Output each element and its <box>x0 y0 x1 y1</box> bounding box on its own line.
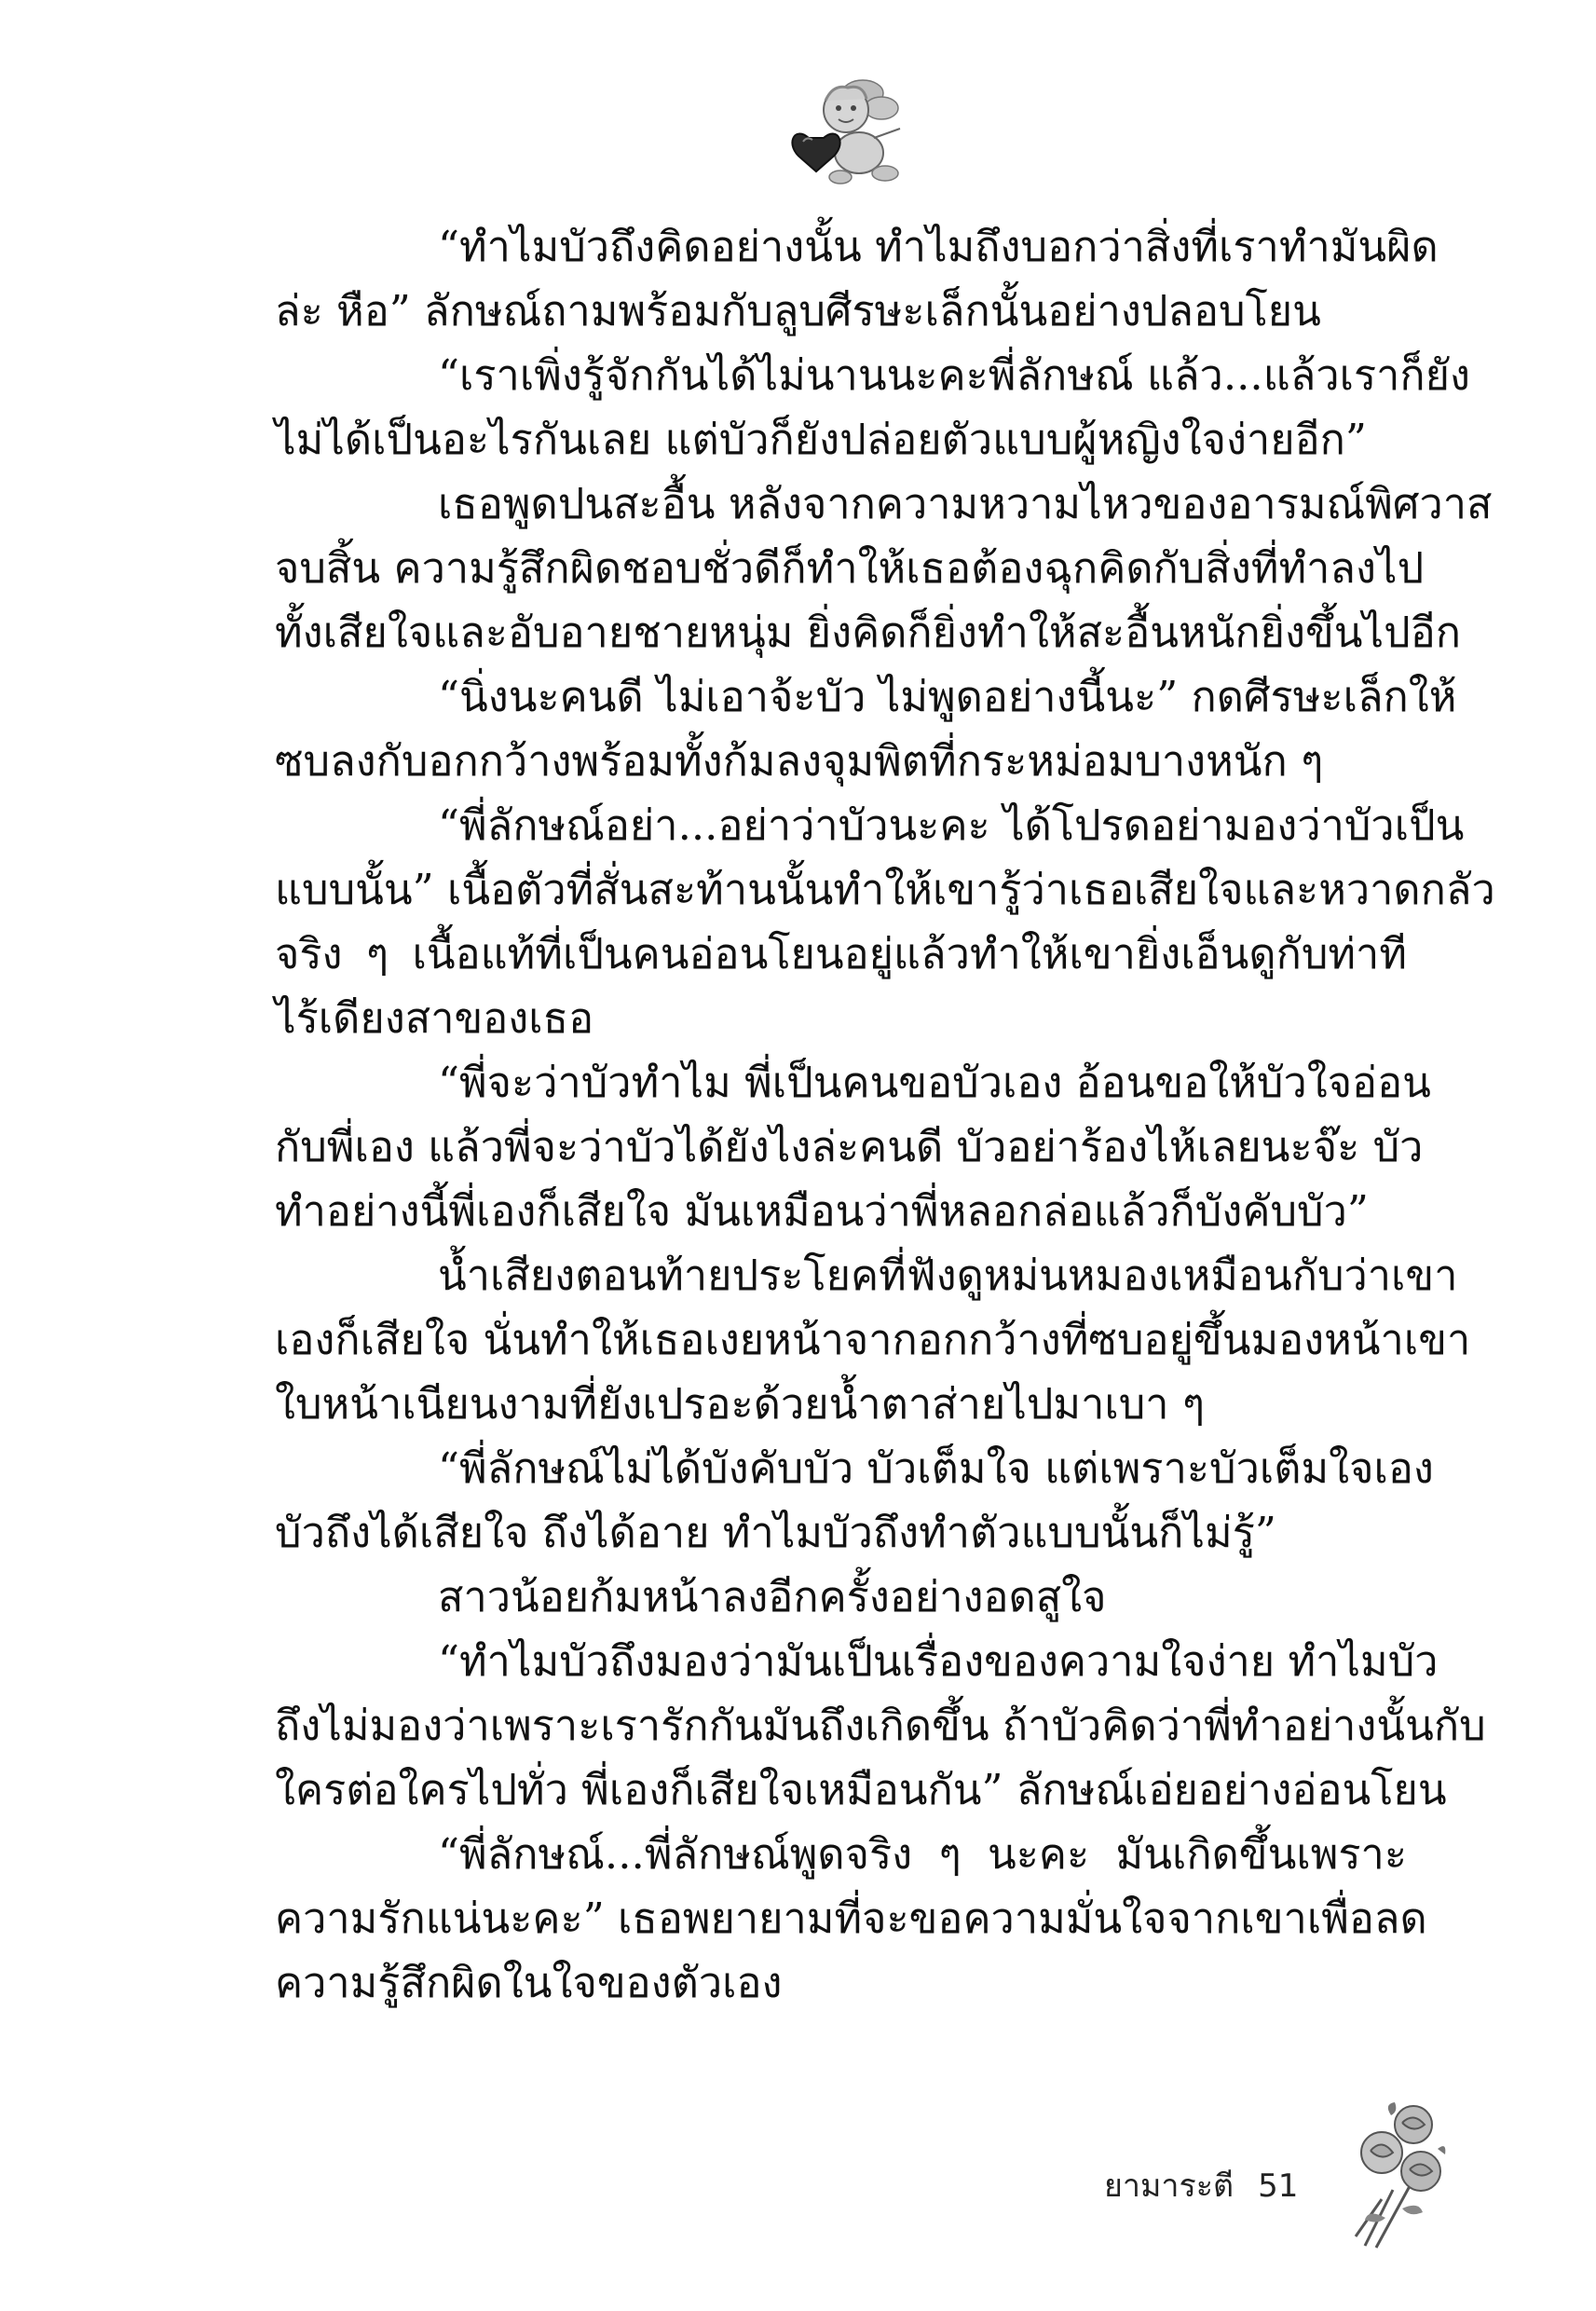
text-line: ไร้เดียงสาของเธอ <box>275 993 594 1043</box>
book-title: ยามาระตี <box>1104 2167 1235 2205</box>
text-line: “พี่ลักษณ์...พี่ลักษณ์พูดจริง ๆ นะคะ มันเกิดขึ้นเพราะ <box>438 1829 1407 1879</box>
text-line: ใครต่อใครไปทั่ว พี่เองก็เสียใจเหมือนกัน” ลักษณ์เอ่ยอย่างอ่อนโยน <box>275 1765 1447 1814</box>
text-line: “พี่ลักษณ์ไม่ได้บังคับบัว บัวเต็มใจ แต่เพราะบัวเต็มใจเอง <box>438 1443 1434 1493</box>
text-line: แบบนั้น” เนื้อตัวที่สั่นสะท้านนั้นทำให้เขารู้ว่าเธอเสียใจและหวาดกลัว <box>275 865 1495 914</box>
text-line: “พี่ลักษณ์อย่า...อย่าว่าบัวนะคะ ได้โปรดอย่ามองว่าบัวเป็น <box>438 800 1465 850</box>
body-text <box>275 214 1495 2015</box>
text-line: ล่ะ หือ” ลักษณ์ถามพร้อมกับลูบศีรษะเล็กนั้นอย่างปลอบโยน <box>275 286 1321 335</box>
text-line: “นิ่งนะคนดี ไม่เอาจ้ะบัว ไม่พูดอย่างนี้นะ” กดศีรษะเล็กให้ <box>438 672 1457 721</box>
page-footer <box>1104 2160 1298 2210</box>
text-line: “ทำไมบัวถึงคิดอย่างนั้น ทำไมถึงบอกว่าสิ่งที่เราทำมันผิด <box>438 222 1439 271</box>
page-number: 51 <box>1258 2167 1299 2205</box>
text-line: กับพี่เอง แล้วพี่จะว่าบัวได้ยังไงล่ะคนดี บัวอย่าร้องไห้เลยนะจ๊ะ บัว <box>275 1122 1424 1171</box>
cupid-heart-icon <box>781 73 911 188</box>
text-line: ทั้งเสียใจและอับอายชายหนุ่ม ยิ่งคิดก็ยิ่งทำให้สะอื้นหนักยิ่งขึ้นไปอีก <box>275 608 1462 657</box>
text-line: จบสิ้น ความรู้สึกผิดชอบชั่วดีก็ทำให้เธอต้องฉุกคิดกับสิ่งที่ทำลงไป <box>275 543 1425 593</box>
text-line: สาวน้อยก้มหน้าลงอีกครั้งอย่างอดสูใจ <box>438 1572 1107 1621</box>
text-line: จริง ๆ เนื้อแท้ที่เป็นคนอ่อนโยนอยู่แล้วทำให้เขายิ่งเอ็นดูกับท่าที <box>275 929 1407 978</box>
text-line: เธอพูดปนสะอื้น หลังจากความหวามไหวของอารมณ์พิศวาส <box>438 479 1493 528</box>
text-line: ความรู้สึกผิดในใจของตัวเอง <box>275 1958 783 2007</box>
text-line: ถึงไม่มองว่าเพราะเรารักกันมันถึงเกิดขึ้น ถ้าบัวคิดว่าพี่ทำอย่างนั้นกับ <box>275 1701 1486 1750</box>
text-line: น้ำเสียงตอนท้ายประโยคที่ฟังดูหม่นหมองเหมือนกับว่าเขา <box>438 1251 1458 1300</box>
text-line: ความรักแน่นะคะ” เธอพยายามที่จะขอความมั่นใจจากเขาเพื่อลด <box>275 1894 1427 1943</box>
text-line: บัวถึงได้เสียใจ ถึงได้อาย ทำไมบัวถึงทำตัวแบบนั้นก็ไม่รู้” <box>275 1508 1276 1557</box>
text-line: “เราเพิ่งรู้จักกันได้ไม่นานนะคะพี่ลักษณ์ แล้ว...แล้วเราก็ยัง <box>438 350 1470 400</box>
text-line: “ทำไมบัวถึงมองว่ามันเป็นเรื่องของความใจง่าย ทำไมบัว <box>438 1636 1439 1686</box>
text-line: ทำอย่างนี้พี่เองก็เสียใจ มันเหมือนว่าพี่หลอกล่อแล้วก็บังคับบัว” <box>275 1186 1369 1236</box>
text-line: “พี่จะว่าบัวทำไม พี่เป็นคนขอบัวเอง อ้อนขอให้บัวใจอ่อน <box>438 1058 1431 1107</box>
roses-bouquet-icon <box>1328 2097 1449 2255</box>
text-line: ไม่ได้เป็นอะไรกันเลย แต่บัวก็ยังปล่อยตัวแบบผู้หญิงใจง่ายอีก” <box>275 415 1367 464</box>
text-line: ซบลงกับอกกว้างพร้อมทั้งก้มลงจุมพิตที่กระหม่อมบางหนัก ๆ <box>275 736 1324 786</box>
text-line: เองก็เสียใจ นั่นทำให้เธอเงยหน้าจากอกกว้างที่ซบอยู่ขึ้นมองหน้าเขา <box>275 1315 1471 1364</box>
text-line: ใบหน้าเนียนงามที่ยังเปรอะด้วยน้ำตาส่ายไปมาเบา ๆ <box>275 1379 1206 1429</box>
